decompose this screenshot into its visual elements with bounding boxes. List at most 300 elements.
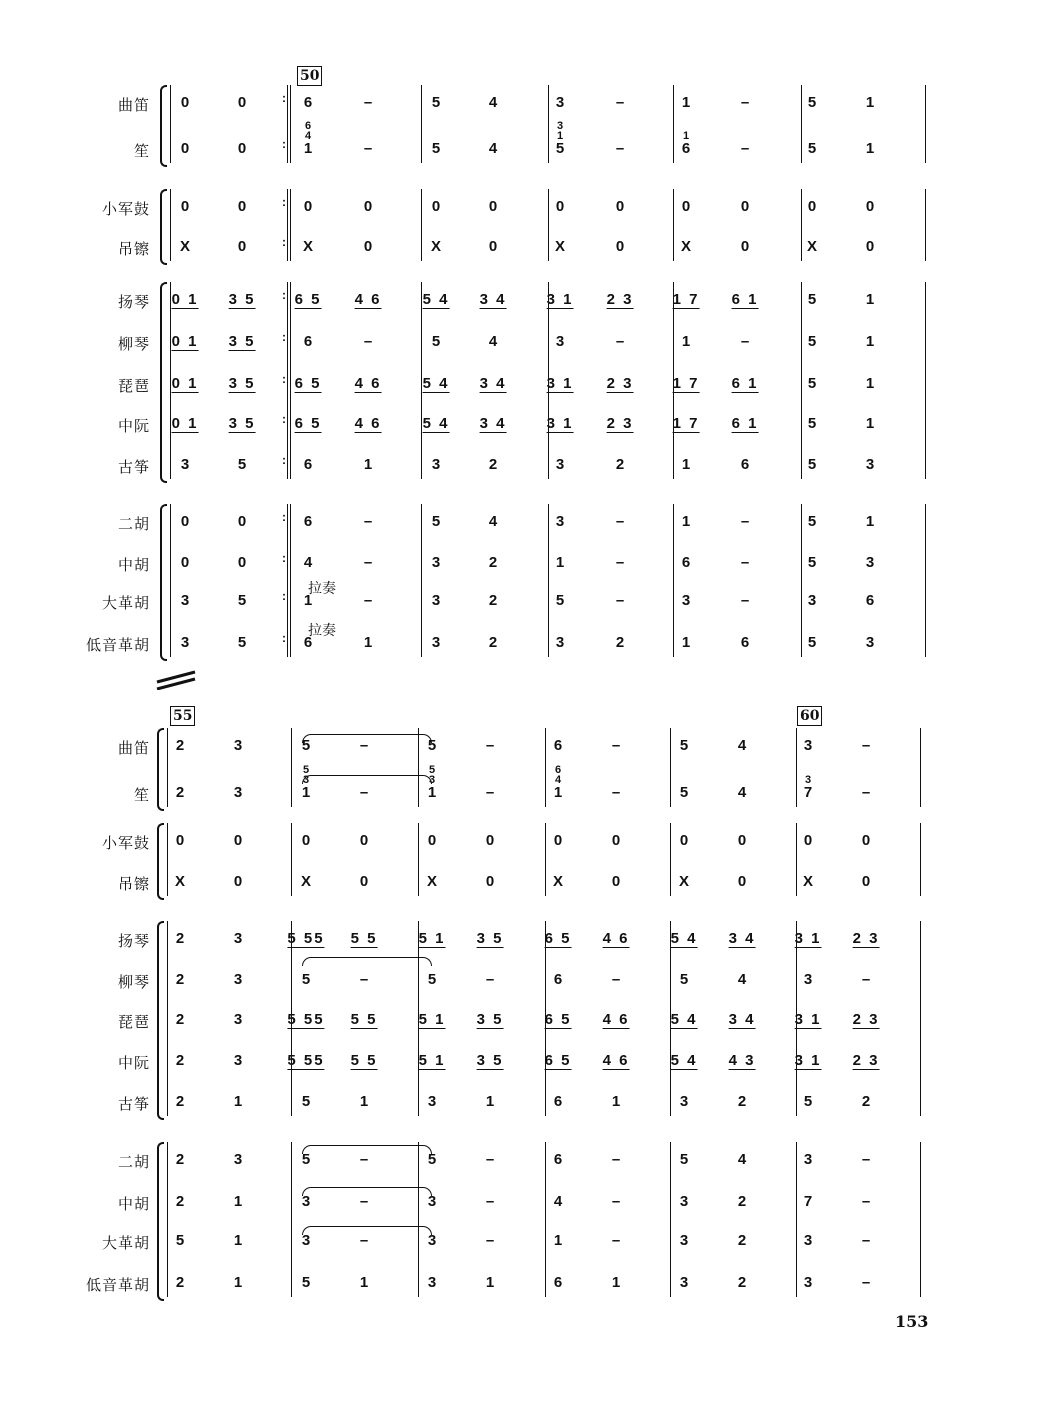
barline <box>170 85 171 163</box>
note: 3 <box>431 634 441 651</box>
note: 1 <box>681 634 691 651</box>
instrument-label: 大革胡 <box>101 594 150 612</box>
repeat-dots: : <box>282 91 286 105</box>
note: 3 <box>555 634 565 651</box>
barline <box>920 921 921 1116</box>
note: 3 5 <box>476 1011 504 1028</box>
note: 3 5 <box>228 291 256 308</box>
barline <box>291 823 292 896</box>
note: 5 1 <box>418 1052 446 1069</box>
note: 3 <box>431 592 441 609</box>
instrument-label: 琵琶 <box>117 377 150 395</box>
note: 5 <box>679 784 689 801</box>
note: 0 <box>485 873 495 890</box>
note: 1 <box>427 784 437 801</box>
barline <box>291 921 292 1116</box>
barline <box>548 504 549 657</box>
note: 5 <box>431 140 441 157</box>
note: – <box>363 333 373 350</box>
note: 0 <box>180 513 190 530</box>
note: 5 <box>807 94 817 111</box>
note: 2 <box>175 1193 185 1210</box>
note: – <box>740 513 750 530</box>
chord-note: 4 <box>554 774 562 786</box>
instrument-label: 笙 <box>133 786 150 804</box>
note: 2 3 <box>606 415 634 432</box>
note: 0 <box>301 832 311 849</box>
note: 0 <box>615 198 625 215</box>
note: 5 1 <box>418 930 446 947</box>
barline <box>167 1142 168 1297</box>
instrument-label: 柳琴 <box>117 335 150 353</box>
barline <box>548 189 549 261</box>
staff-group-brace <box>157 823 164 900</box>
note: 1 <box>359 1093 369 1110</box>
instrument-label: 曲笛 <box>117 96 150 114</box>
note: 0 <box>679 832 689 849</box>
note: 2 <box>488 592 498 609</box>
note: 5 <box>301 1093 311 1110</box>
note: 4 <box>488 513 498 530</box>
note: 0 <box>363 198 373 215</box>
note: – <box>359 1151 369 1168</box>
note: 3 <box>233 930 243 947</box>
note: 0 <box>237 140 247 157</box>
staff-group-brace <box>160 189 167 265</box>
note: – <box>615 333 625 350</box>
barline <box>170 189 171 261</box>
note: 4 6 <box>354 375 382 392</box>
note: 4 <box>488 333 498 350</box>
instrument-label: 中阮 <box>117 417 150 435</box>
note: 0 <box>359 832 369 849</box>
note: 6 <box>553 971 563 988</box>
note: 5 <box>175 1232 185 1249</box>
note: 0 <box>180 140 190 157</box>
tie <box>302 775 432 784</box>
note: 4 <box>737 971 747 988</box>
note: X <box>302 238 314 255</box>
note: 6 <box>553 1274 563 1291</box>
note: 2 <box>175 784 185 801</box>
barline <box>167 823 168 896</box>
note: 0 <box>807 198 817 215</box>
note: 5 <box>301 971 311 988</box>
note: – <box>615 554 625 571</box>
barline <box>670 921 671 1116</box>
instrument-label: 小军鼓 <box>101 200 150 218</box>
note: – <box>611 1232 621 1249</box>
note: 1 <box>363 456 373 473</box>
note: 0 <box>737 873 747 890</box>
staff-group-brace <box>160 282 167 483</box>
chord-note: 6 <box>304 120 312 132</box>
note: 3 4 <box>728 930 756 947</box>
barline <box>421 189 422 261</box>
barline <box>801 189 802 261</box>
barline <box>291 728 292 807</box>
note: – <box>611 737 621 754</box>
note: 3 <box>427 1274 437 1291</box>
note: 5 <box>427 971 437 988</box>
chord-note: 5 <box>302 764 310 776</box>
note: 0 <box>861 832 871 849</box>
note: 2 3 <box>606 375 634 392</box>
note: X <box>680 238 692 255</box>
barline <box>291 1142 292 1297</box>
instrument-label: 中胡 <box>117 556 150 574</box>
note: 2 3 <box>852 1011 880 1028</box>
note: – <box>615 94 625 111</box>
note: 5 <box>301 737 311 754</box>
note: 4 <box>488 140 498 157</box>
note: – <box>363 592 373 609</box>
note: X <box>678 873 690 890</box>
note: 1 <box>865 94 875 111</box>
note: 4 6 <box>602 1052 630 1069</box>
barline <box>920 823 921 896</box>
note: 0 <box>237 554 247 571</box>
note: 3 <box>865 554 875 571</box>
barline <box>287 85 293 163</box>
note: 0 <box>488 238 498 255</box>
chord-note: 3 <box>428 774 436 786</box>
note: 3 <box>555 94 565 111</box>
note: 1 7 <box>672 375 700 392</box>
barline <box>801 504 802 657</box>
note: – <box>611 1151 621 1168</box>
note: 0 1 <box>171 291 199 308</box>
note: 3 <box>555 456 565 473</box>
note: 6 <box>553 1151 563 1168</box>
note: 1 <box>865 333 875 350</box>
tie <box>302 1226 432 1235</box>
instrument-label: 古筝 <box>117 458 150 476</box>
instrument-label: 琵琶 <box>117 1013 150 1031</box>
barline <box>545 921 546 1116</box>
note: 0 <box>363 238 373 255</box>
note: – <box>615 140 625 157</box>
note: 0 <box>303 198 313 215</box>
note: – <box>740 140 750 157</box>
tie <box>302 1187 432 1196</box>
note: 3 <box>865 634 875 651</box>
barline <box>673 504 674 657</box>
note: 6 <box>303 333 313 350</box>
note: 5 <box>679 1151 689 1168</box>
note: 3 <box>555 513 565 530</box>
note: 6 <box>740 456 750 473</box>
repeat-dots: : <box>282 330 286 344</box>
rehearsal-mark: 55 <box>170 706 195 726</box>
note: 4 6 <box>354 415 382 432</box>
note: 5 <box>555 592 565 609</box>
instrument-label: 古筝 <box>117 1095 150 1113</box>
note: 5 <box>237 456 247 473</box>
barline <box>673 189 674 261</box>
note: 2 <box>175 1093 185 1110</box>
note: 5 <box>301 1151 311 1168</box>
staff-group-brace <box>157 728 164 811</box>
note: 5 <box>555 140 565 157</box>
note: X <box>802 873 814 890</box>
note: 4 <box>303 554 313 571</box>
rehearsal-mark: 60 <box>797 706 822 726</box>
note: 0 <box>233 873 243 890</box>
note: 6 <box>553 737 563 754</box>
note: – <box>861 971 871 988</box>
note: 3 <box>679 1193 689 1210</box>
note: 0 <box>611 832 621 849</box>
barline <box>545 1142 546 1297</box>
note: 2 <box>737 1232 747 1249</box>
note: 3 <box>233 784 243 801</box>
barline <box>673 282 674 479</box>
note: 5 55 <box>287 930 325 947</box>
barline <box>925 189 926 261</box>
barline <box>801 85 802 163</box>
note: 3 <box>803 737 813 754</box>
technique-text: 拉奏 <box>308 581 336 597</box>
instrument-label: 中胡 <box>117 1195 150 1213</box>
note: 0 <box>681 198 691 215</box>
note: 5 <box>807 554 817 571</box>
note: 2 <box>615 456 625 473</box>
note: 5 4 <box>670 1011 698 1028</box>
note: – <box>861 784 871 801</box>
note: 1 <box>485 1093 495 1110</box>
note: 5 55 <box>287 1011 325 1028</box>
repeat-dots: : <box>282 137 286 151</box>
note: 0 <box>237 94 247 111</box>
note: 3 <box>431 554 441 571</box>
note: 5 <box>807 634 817 651</box>
instrument-label: 吊镲 <box>117 240 150 258</box>
note: 2 <box>615 634 625 651</box>
note: 1 <box>681 456 691 473</box>
staff-group-brace <box>157 1142 164 1301</box>
note: 6 1 <box>731 291 759 308</box>
system-break-mark <box>155 670 199 690</box>
note: 6 5 <box>544 1052 572 1069</box>
repeat-dots: : <box>282 551 286 565</box>
note: 3 <box>865 456 875 473</box>
instrument-label: 二胡 <box>117 1153 150 1171</box>
barline <box>796 823 797 896</box>
note: 1 <box>611 1093 621 1110</box>
note: X <box>552 873 564 890</box>
tie <box>302 734 432 743</box>
note: 0 <box>740 198 750 215</box>
note: 5 5 <box>350 1052 378 1069</box>
note: 6 1 <box>731 375 759 392</box>
note: 3 4 <box>479 291 507 308</box>
note: 5 <box>301 1274 311 1291</box>
note: 5 <box>237 634 247 651</box>
barline <box>925 85 926 163</box>
note: 5 1 <box>418 1011 446 1028</box>
repeat-dots: : <box>282 453 286 467</box>
barline <box>548 85 549 163</box>
page-number: 153 <box>895 1312 929 1331</box>
barline <box>801 282 802 479</box>
note: 1 <box>233 1274 243 1291</box>
note: 5 <box>807 456 817 473</box>
chord-note: 5 <box>428 764 436 776</box>
note: 3 <box>301 1232 311 1249</box>
note: 1 <box>865 415 875 432</box>
barline <box>170 504 171 657</box>
note: 3 <box>431 456 441 473</box>
barline <box>796 921 797 1116</box>
barline <box>287 189 293 261</box>
note: 0 <box>180 554 190 571</box>
note: 6 5 <box>544 1011 572 1028</box>
note: 1 <box>681 513 691 530</box>
note: 5 <box>807 291 817 308</box>
note: 6 <box>553 1093 563 1110</box>
note: 1 <box>363 634 373 651</box>
note: 2 <box>861 1093 871 1110</box>
note: 3 5 <box>476 1052 504 1069</box>
note: 2 <box>175 1011 185 1028</box>
note: 3 <box>427 1232 437 1249</box>
note: 3 <box>681 592 691 609</box>
repeat-dots: : <box>282 195 286 209</box>
note: X <box>174 873 186 890</box>
barline <box>167 921 168 1116</box>
instrument-label: 低音革胡 <box>85 1276 150 1294</box>
note: 0 <box>359 873 369 890</box>
note: – <box>359 784 369 801</box>
note: 5 <box>803 1093 813 1110</box>
note: 5 <box>807 333 817 350</box>
note: 4 <box>488 94 498 111</box>
note: 0 <box>427 832 437 849</box>
barline <box>670 1142 671 1297</box>
note: 5 4 <box>670 1052 698 1069</box>
note: 1 <box>301 784 311 801</box>
note: – <box>615 592 625 609</box>
note: 4 6 <box>602 1011 630 1028</box>
note: 3 <box>555 333 565 350</box>
note: 0 <box>180 198 190 215</box>
note: 6 <box>303 634 313 651</box>
instrument-label: 吊镲 <box>117 875 150 893</box>
instrument-label: 笙 <box>133 142 150 160</box>
instrument-label: 中阮 <box>117 1054 150 1072</box>
note: 0 <box>237 513 247 530</box>
note: X <box>426 873 438 890</box>
note: 1 <box>865 513 875 530</box>
note: 5 <box>431 513 441 530</box>
note: 1 <box>303 140 313 157</box>
repeat-dots: : <box>282 631 286 645</box>
note: – <box>359 737 369 754</box>
note: 1 7 <box>672 291 700 308</box>
note: 3 5 <box>228 415 256 432</box>
note: – <box>363 513 373 530</box>
barline <box>670 728 671 807</box>
note: – <box>485 971 495 988</box>
note: 1 <box>233 1093 243 1110</box>
note: 4 6 <box>354 291 382 308</box>
note: 2 <box>175 1052 185 1069</box>
note: 2 <box>488 456 498 473</box>
note: 6 <box>865 592 875 609</box>
note: 4 6 <box>602 930 630 947</box>
note: 0 <box>861 873 871 890</box>
note: – <box>359 971 369 988</box>
instrument-label: 扬琴 <box>117 293 150 311</box>
note: 6 5 <box>294 375 322 392</box>
note: 1 <box>359 1274 369 1291</box>
technique-text: 拉奏 <box>308 623 336 639</box>
note: 2 <box>737 1193 747 1210</box>
note: – <box>359 1232 369 1249</box>
tie <box>302 1145 432 1154</box>
note: – <box>611 1193 621 1210</box>
note: – <box>740 333 750 350</box>
note: 0 <box>611 873 621 890</box>
note: 6 <box>681 554 691 571</box>
note: 1 <box>865 291 875 308</box>
note: 5 55 <box>287 1052 325 1069</box>
note: 0 <box>485 832 495 849</box>
note: 3 <box>803 971 813 988</box>
note: 7 <box>803 784 813 801</box>
note: 0 <box>488 198 498 215</box>
note: 0 1 <box>171 333 199 350</box>
note: 3 1 <box>546 415 574 432</box>
note: – <box>861 1232 871 1249</box>
note: 5 <box>807 375 817 392</box>
note: 3 <box>803 1274 813 1291</box>
note: – <box>359 1193 369 1210</box>
chord-note: 3 <box>804 774 812 786</box>
note: 3 <box>427 1193 437 1210</box>
note: 6 5 <box>294 291 322 308</box>
note: 3 <box>807 592 817 609</box>
barline <box>925 282 926 479</box>
barline <box>545 728 546 807</box>
note: 3 4 <box>728 1011 756 1028</box>
note: 1 <box>865 375 875 392</box>
barline <box>421 282 422 479</box>
note: X <box>300 873 312 890</box>
note: 2 <box>488 634 498 651</box>
note: 3 <box>180 592 190 609</box>
note: 2 <box>175 1151 185 1168</box>
note: 3 4 <box>479 415 507 432</box>
repeat-dots: : <box>282 235 286 249</box>
note: 4 <box>737 737 747 754</box>
tie <box>302 957 432 966</box>
note: 1 <box>485 1274 495 1291</box>
note: 3 1 <box>794 930 822 947</box>
note: – <box>611 971 621 988</box>
barline <box>796 1142 797 1297</box>
barline <box>925 504 926 657</box>
note: 1 <box>611 1274 621 1291</box>
note: 0 1 <box>171 415 199 432</box>
barline <box>421 504 422 657</box>
note: 3 5 <box>228 333 256 350</box>
note: 3 1 <box>546 375 574 392</box>
note: 5 4 <box>422 375 450 392</box>
note: 2 <box>488 554 498 571</box>
note: 5 <box>679 971 689 988</box>
